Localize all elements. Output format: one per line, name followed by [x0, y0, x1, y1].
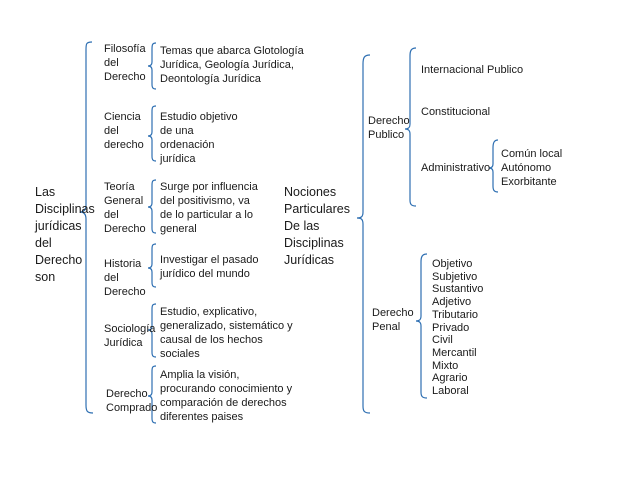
administrativo-sub-items: Común local Autónomo Exorbitante: [501, 148, 563, 188]
administrativo-bracket: [489, 140, 498, 192]
penal-label: Derecho Penal: [372, 307, 414, 333]
bracket-ciencia: [148, 106, 156, 161]
discipline-name-filosofia: Filosofía del Derecho: [104, 43, 146, 83]
bracket-filosofia: [148, 43, 156, 89]
discipline-name-comprado: Derecho Comprado: [106, 388, 158, 414]
discipline-desc-ciencia: Estudio objetivo de una ordenación jurídica: [160, 111, 238, 165]
publico-item-internacional: Internacional Publico: [421, 64, 524, 76]
root-label: Las Disciplinas jurídicas del Derecho son: [35, 185, 95, 284]
discipline-name-sociologia: Sociología Jurídica: [104, 323, 156, 349]
discipline-name-teoria: Teoría General del Derecho: [104, 181, 146, 235]
publico-label: Derecho Publico: [368, 115, 410, 141]
bracket-teoria: [148, 180, 156, 233]
publico-item-administrativo: Administrativo: [421, 162, 491, 174]
discipline-desc-historia: Investigar el pasado jurídico del mundo: [160, 254, 259, 280]
penal-bracket: [416, 254, 427, 398]
nociones-bracket: [357, 55, 370, 413]
discipline-desc-sociologia: Estudio, explicativo, generalizado, sistemático y causal de los hechos sociales: [160, 306, 293, 360]
discipline-name-historia: Historia del Derecho: [104, 258, 146, 298]
discipline-desc-filosofia: Temas que abarca Glotología Jurídica, Geología Jurídica, Deontología Jurídica: [160, 45, 304, 85]
discipline-desc-teoria: Surge por influencia del positivismo, va de lo particular a lo general: [160, 181, 258, 235]
penal-items: Objetivo Subjetivo Sustantivo Adjetivo Tributario Privado Civil Mercantil Mixto Agrario Laboral: [432, 258, 484, 398]
bracket-historia: [148, 244, 156, 287]
nociones-label: Nociones Particulares De las Disciplinas Jurídicas: [284, 185, 350, 267]
publico-item-constitucional: Constitucional: [421, 106, 491, 118]
discipline-desc-comprado: Amplia la visión, procurando conocimiento y comparación de derechos diferentes paises: [160, 369, 293, 423]
discipline-name-ciencia: Ciencia del derecho: [104, 111, 144, 151]
